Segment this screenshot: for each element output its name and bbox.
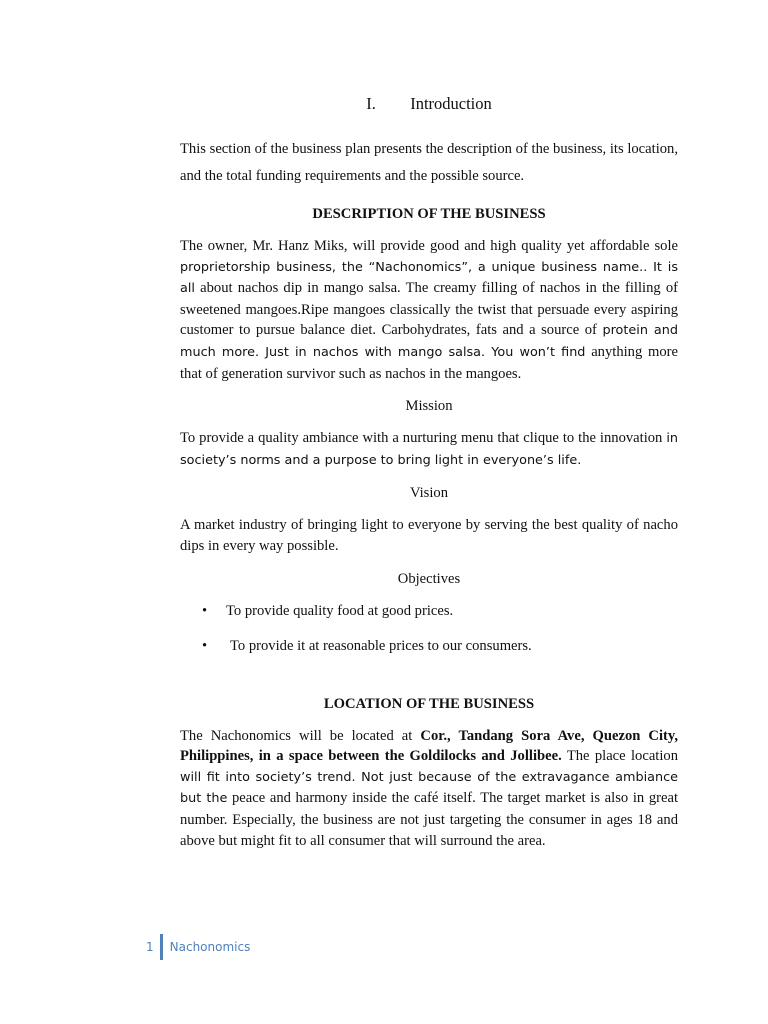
objective-text: To provide it at reasonable prices to our consumers. bbox=[230, 637, 532, 654]
description-line-3: about nachos dip in mango salsa. The creamy filling of nachos in the filling of sweetened mangoes.Ripe mangoes classically the twist that persuade every aspiring customer to pursue balance diet. Carbohydrates, fats and a source of bbox=[180, 280, 678, 339]
description-heading: DESCRIPTION OF THE BUSINESS bbox=[312, 206, 546, 222]
section-number: I. bbox=[366, 94, 376, 113]
location-heading: LOCATION OF THE BUSINESS bbox=[323, 695, 535, 712]
footer-title: Nachonomics bbox=[169, 940, 251, 954]
description-line-2: proprietorship business, the “Nachonomics”, a unique business name.. It is all bbox=[180, 259, 678, 297]
objectives-heading: Objectives bbox=[397, 570, 461, 587]
location-line-alt: will fit into society’s trend. Not just because of the extravagance ambiance but the bbox=[180, 769, 678, 807]
description-line-5: anything more that of generation survivor such as nachos in the mangoes. bbox=[180, 343, 678, 382]
location-rest: peace and harmony inside the café itself. The target market is also in great number. Especially, the business are not just targeting the consumer in ages 18 and above but might fit to all consumer that will surround the area. bbox=[180, 790, 678, 849]
document-content bbox=[180, 92, 678, 851]
page-footer bbox=[146, 934, 250, 960]
introduction-heading bbox=[180, 92, 678, 116]
introduction-paragraph: This section of the business plan presents the description of the business, its location, and the total funding requirements and the possible source. bbox=[180, 141, 678, 184]
bullet-icon: • bbox=[202, 637, 208, 654]
location-after-address: The place location bbox=[561, 748, 678, 765]
section-title: Introduction bbox=[410, 94, 492, 113]
mission-line-2: in society’s norms and a purpose to bring light in everyone’s life. bbox=[180, 431, 678, 468]
location-address: Cor., Tandang Sora Ave, Quezon City, Philippines, in a space between the Goldilocks and Jollibee. bbox=[180, 727, 679, 765]
mission-paragraph bbox=[180, 428, 678, 471]
description-line-4: protein and much more. Just in nachos with mango salsa. You won’t find bbox=[180, 323, 678, 360]
vision-heading: Vision bbox=[409, 485, 449, 502]
description-paragraph bbox=[180, 236, 678, 384]
objectives-list bbox=[180, 601, 678, 656]
vision-paragraph: A market industry of bringing light to everyone by serving the best quality of nacho dips in every way possible. bbox=[180, 517, 678, 554]
page-number: 1 bbox=[146, 940, 154, 954]
mission-line-1: To provide a quality ambiance with a nurturing menu that clique to the innovation bbox=[180, 430, 663, 447]
footer-divider bbox=[160, 934, 163, 960]
list-item bbox=[180, 601, 678, 621]
location-paragraph bbox=[180, 726, 678, 852]
mission-heading: Mission bbox=[405, 398, 453, 415]
objective-text: To provide quality food at good prices. bbox=[226, 602, 454, 619]
bullet-icon: • bbox=[202, 602, 208, 619]
list-item bbox=[180, 636, 678, 656]
location-intro: The Nachonomics will be located at bbox=[180, 727, 421, 744]
description-line-1: The owner, Mr. Hanz Miks, will provide good and high quality yet affordable sole bbox=[180, 238, 678, 254]
